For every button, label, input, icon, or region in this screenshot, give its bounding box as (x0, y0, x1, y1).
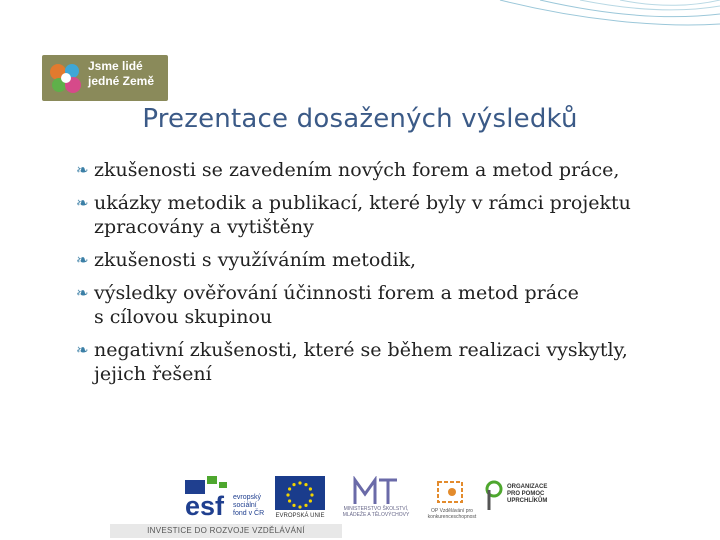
bullet-icon: ❧ (76, 251, 89, 269)
op-label: OP Vzdělávání pro konkurenceschopnost (427, 508, 477, 520)
esf-line-1: evropský (233, 494, 262, 501)
esf-line-3: fond v ČR (233, 510, 265, 517)
msmt-label: MINISTERSTVO ŠKOLSTVÍ, MLÁDEŽE A TĚLOVÝCHOVY (342, 506, 410, 518)
opu-text (507, 484, 547, 505)
list-item-continuation: jejich řešení (94, 363, 212, 385)
msmt-logo (341, 474, 411, 520)
logo-line-1: Jsme lidé (88, 59, 143, 73)
list-item-text: výsledky ověřování účinnosti forem a metod práce (94, 282, 579, 304)
list-item-continuation: s cílovou skupinou (94, 306, 273, 328)
eu-flag-icon (275, 476, 325, 510)
list-item-continuation: zpracovány a vytištěny (94, 216, 314, 238)
list-item-text: zkušenosti se zavedením nových forem a metod práce, (94, 159, 620, 181)
footer-caption: INVESTICE DO ROZVOJE VZDĚLÁVÁNÍ (110, 524, 342, 538)
esf-line-2: sociální (233, 502, 257, 509)
bullet-list (76, 158, 696, 395)
bullet-icon: ❧ (76, 341, 89, 359)
bullet-icon: ❧ (76, 161, 89, 179)
slide-title: Prezentace dosažených výsledků (142, 104, 578, 134)
op-vk-logo (427, 474, 477, 520)
list-item (76, 338, 696, 386)
list-item (76, 281, 696, 329)
esf-word: esf (185, 491, 225, 521)
footer-logos (183, 474, 548, 524)
opu-line-1: ORGANIZACE (507, 484, 548, 490)
esf-logo (183, 474, 265, 520)
op-mark-icon (435, 476, 469, 506)
corner-decoration (460, 0, 720, 60)
opu-logo (483, 474, 553, 520)
globe-people-icon (46, 60, 86, 96)
organization-logo (42, 55, 168, 101)
opu-line-3: UPRCHLÍKŮM (507, 498, 548, 504)
opu-mark-icon (483, 480, 505, 512)
eu-logo (273, 474, 327, 520)
bullet-icon: ❧ (76, 194, 89, 212)
list-item (76, 158, 696, 182)
eu-label: EVROPSKÁ UNIE (275, 513, 325, 519)
bullet-icon: ❧ (76, 284, 89, 302)
logo-text (88, 59, 154, 89)
opu-line-2: PRO POMOC (507, 491, 545, 497)
list-item-text: ukázky metodik a publikací, které byly v rámci projektu (94, 192, 631, 214)
msmt-mark-icon (351, 476, 401, 506)
list-item (76, 248, 696, 272)
list-item-text: negativní zkušenosti, které se během realizaci vyskytly, (94, 339, 628, 361)
list-item (76, 191, 696, 239)
esf-caption (233, 494, 264, 518)
logo-line-2: jedné Země (88, 74, 155, 88)
list-item-text: zkušenosti s využíváním metodik, (94, 249, 417, 271)
